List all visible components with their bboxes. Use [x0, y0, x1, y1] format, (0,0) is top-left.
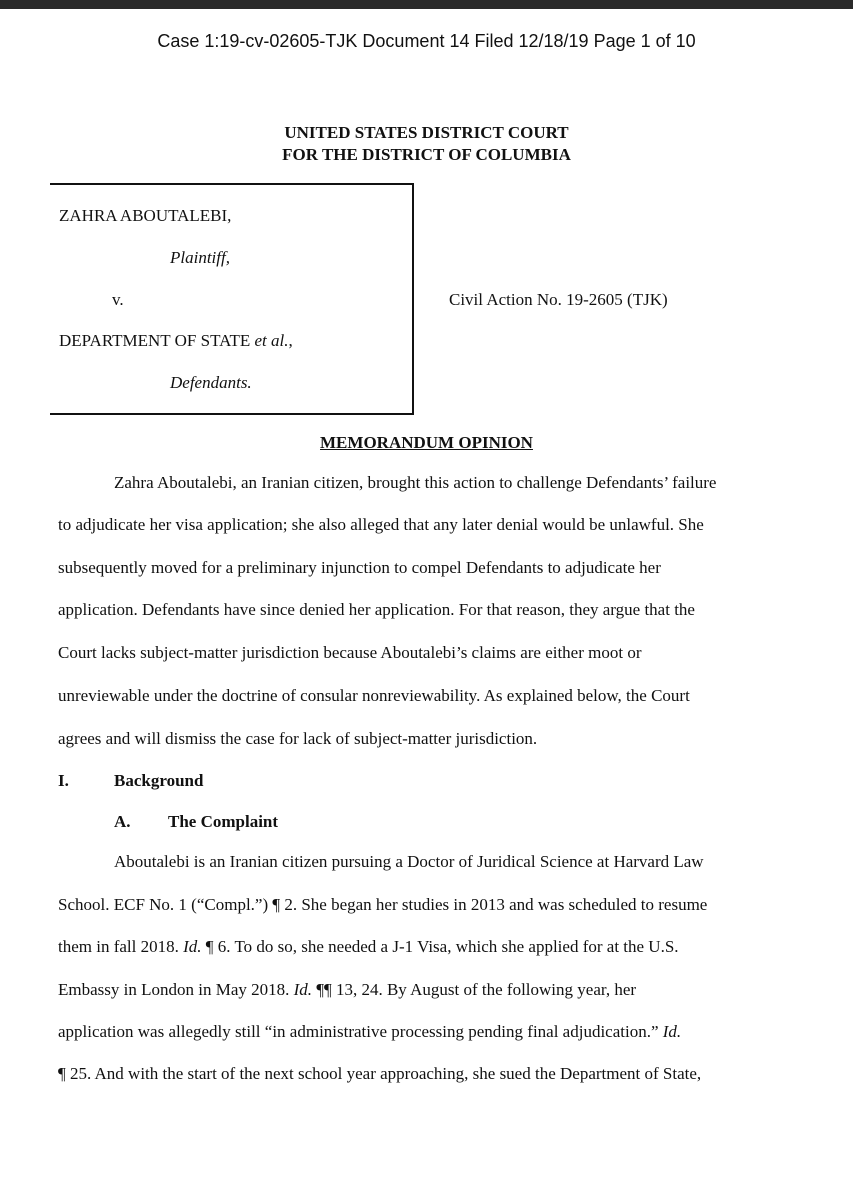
intro-line: subsequently moved for a preliminary injunction to compel Defendants to adjudicate her	[58, 558, 661, 577]
versus: v.	[112, 290, 124, 309]
defendant-name: DEPARTMENT OF STATE et al.,	[59, 331, 293, 350]
case-header: Case 1:19-cv-02605-TJK Document 14 Filed 12/18/19 Page 1 of 10	[157, 31, 696, 51]
subsection-heading	[114, 812, 279, 832]
body-line: ¶ 25. And with the start of the next school year approaching, she sued the Department of State,	[58, 1064, 702, 1083]
document-title: MEMORANDUM OPINION	[320, 433, 533, 452]
section-number: I.	[58, 771, 69, 790]
intro-line: agrees and will dismiss the case for lack of subject-matter jurisdiction.	[58, 729, 538, 748]
intro-line: to adjudicate her visa application; she also alleged that any later denial would be unlawful. She	[58, 515, 704, 534]
civil-action-number: Civil Action No. 19-2605 (TJK)	[449, 290, 668, 309]
subsection-letter: A.	[114, 812, 131, 831]
body-line: Embassy in London in May 2018. Id. ¶¶ 13, 24. By August of the following year, her	[58, 980, 637, 999]
body-line: School. ECF No. 1 (“Compl.”) ¶ 2. She began her studies in 2013 and was scheduled to resume	[58, 895, 708, 914]
body-line: Aboutalebi is an Iranian citizen pursuing a Doctor of Juridical Science at Harvard Law	[114, 852, 704, 871]
intro-line: Court lacks subject-matter jurisdiction because Aboutalebi’s claims are either moot or	[58, 643, 642, 662]
intro-line: application. Defendants have since denied her application. For that reason, they argue that the	[58, 600, 695, 619]
section-title: Background	[114, 771, 204, 790]
court-line-1: UNITED STATES DISTRICT COURT	[284, 123, 569, 142]
court-heading	[0, 122, 853, 166]
subsection-title: The Complaint	[168, 812, 279, 831]
intro-line: unreviewable under the doctrine of consular nonreviewability. As explained below, the Court	[58, 686, 690, 705]
court-line-2: FOR THE DISTRICT OF COLUMBIA	[282, 145, 571, 164]
body-line: them in fall 2018. Id. ¶ 6. To do so, she needed a J-1 Visa, which she applied for at the U.S.	[58, 937, 679, 956]
body-line: application was allegedly still “in administrative processing pending final adjudication.” Id.	[58, 1022, 682, 1041]
plaintiff-name: ZAHRA ABOUTALEBI,	[59, 206, 232, 225]
top-bar	[0, 0, 853, 9]
plaintiff-role: Plaintiff,	[170, 248, 230, 267]
defendant-role: Defendants.	[170, 373, 252, 392]
section-heading	[58, 771, 204, 791]
intro-line: Zahra Aboutalebi, an Iranian citizen, brought this action to challenge Defendants’ failure	[114, 473, 717, 492]
